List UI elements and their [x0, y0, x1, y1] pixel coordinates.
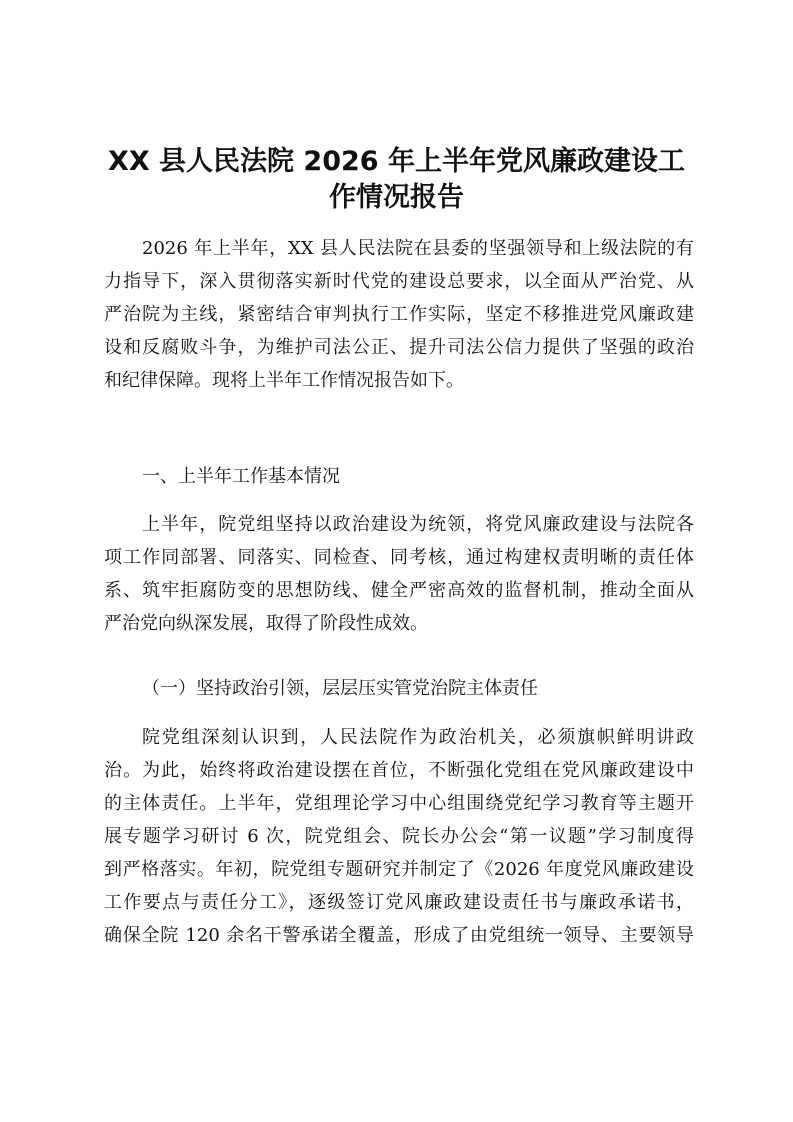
- text-line: 治。为此，始终将政治建设摆在首位，不断强化党组在党风廉政建设中: [104, 760, 694, 781]
- paragraph-overview: [104, 508, 694, 640]
- text-line: 设和反腐败斗争，为维护司法公正、提升司法公信力提供了坚强的政治: [104, 337, 694, 358]
- text-line: 项工作同部署、同落实、同检查、同考核，通过构建权责明晰的责任体: [104, 547, 694, 568]
- section-heading: [104, 460, 694, 493]
- text-line: 和纪律保障。现将上半年工作情况报告如下。: [104, 370, 464, 391]
- text-line: 系、筑牢拒腐防变的思想防线、健全严密高效的监督机制，推动全面从: [104, 580, 694, 601]
- section-heading-text: 一、上半年工作基本情况: [142, 466, 340, 487]
- subsection-heading-text: （一）坚持政治引领，层层压实管党治院主体责任: [142, 678, 538, 699]
- text-line: 2026 年上半年，XX 县人民法院在县委的坚强领导和上级法院的有: [142, 238, 694, 259]
- text-line: 院党组深刻认识到，人民法院作为政治机关，必须旗帜鲜明讲政: [142, 727, 694, 748]
- paragraph-intro: [104, 232, 694, 397]
- paragraph-political-leadership: [104, 721, 694, 952]
- text-line: 上半年，院党组坚持以政治建设为统领，将党风廉政建设与法院各: [142, 514, 694, 535]
- text-line: 到严格落实。年初，院党组专题研究并制定了《2026 年度党风廉政建设: [104, 859, 694, 880]
- text-line: 严治党向纵深发展，取得了阶段性成效。: [104, 613, 428, 634]
- text-line: 确保全院 120 余名干警承诺全覆盖，形成了由党组统一领导、主要领导: [104, 925, 694, 946]
- text-line: 的主体责任。上半年，党组理论学习中心组围绕党纪学习教育等主题开: [104, 793, 694, 814]
- subsection-heading: [104, 672, 694, 705]
- text-line: 工作要点与责任分工》，逐级签订党风廉政建设责任书与廉政承诺书，: [104, 892, 694, 913]
- text-line: 力指导下，深入贯彻落实新时代党的建设总要求，以全面从严治党、从: [104, 271, 694, 292]
- text-line: 严治院为主线，紧密结合审判执行工作实际，坚定不移推进党风廉政建: [104, 304, 694, 325]
- document-title-line-1: XX 县人民法院 2026 年上半年党风廉政建设工: [108, 146, 685, 177]
- document-title-line-2: 作情况报告: [329, 182, 464, 213]
- text-line: 展专题学习研讨 6 次，院党组会、院长办公会“第一议题”学习制度得: [104, 826, 694, 847]
